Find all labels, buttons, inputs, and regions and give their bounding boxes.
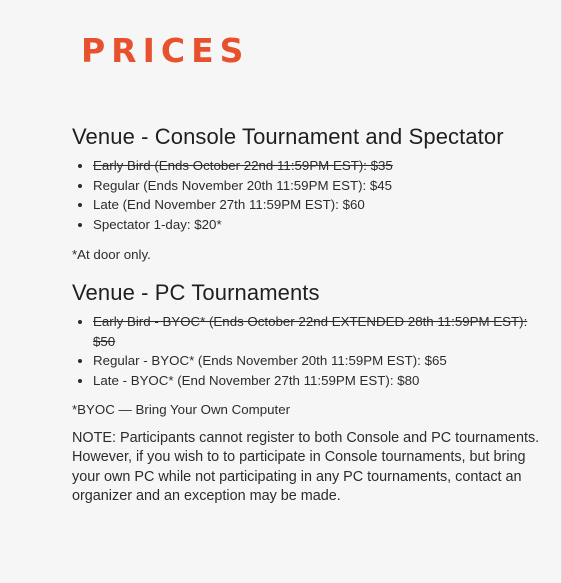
pc-price-list (72, 312, 542, 390)
page-title: PRICES (81, 31, 250, 70)
console-price-regular: • Regular (Ends November 20th 11:59PM EST): $45 (93, 176, 542, 196)
pc-section (72, 278, 542, 419)
registration-note: NOTE: Participants cannot register to both Console and PC tournaments. However, if you wish to to participate in Console tournaments, but bring your own PC while not participating in any PC tournaments, contact an organizer and an exception may be made. (72, 430, 540, 505)
content (72, 122, 542, 507)
console-price-late: • Late (End November 27th 11:59PM EST): $60 (93, 195, 542, 215)
console-section-heading: Venue - Console Tournament and Spectator (72, 124, 504, 149)
byoc-footnote: *BYOC — Bring Your Own Computer (72, 402, 291, 417)
console-price-early-bird: • Early Bird (Ends October 22nd 11:59PM EST): $35 (93, 156, 542, 176)
pc-price-early-bird: • Early Bird - BYOC* (Ends October 22nd EXTENDED 28th 11:59PM EST): $50 (93, 312, 542, 351)
pc-price-regular: • Regular - BYOC* (Ends November 20th 11:59PM EST): $65 (93, 351, 542, 371)
console-price-spectator: • Spectator 1-day: $20* (93, 215, 542, 235)
door-only-footnote: *At door only. (72, 247, 151, 262)
console-section (72, 122, 542, 264)
pc-section-heading: Venue - PC Tournaments (72, 280, 320, 305)
pc-price-late: • Late - BYOC* (End November 27th 11:59PM EST): $80 (93, 371, 542, 391)
console-price-list (72, 156, 542, 234)
